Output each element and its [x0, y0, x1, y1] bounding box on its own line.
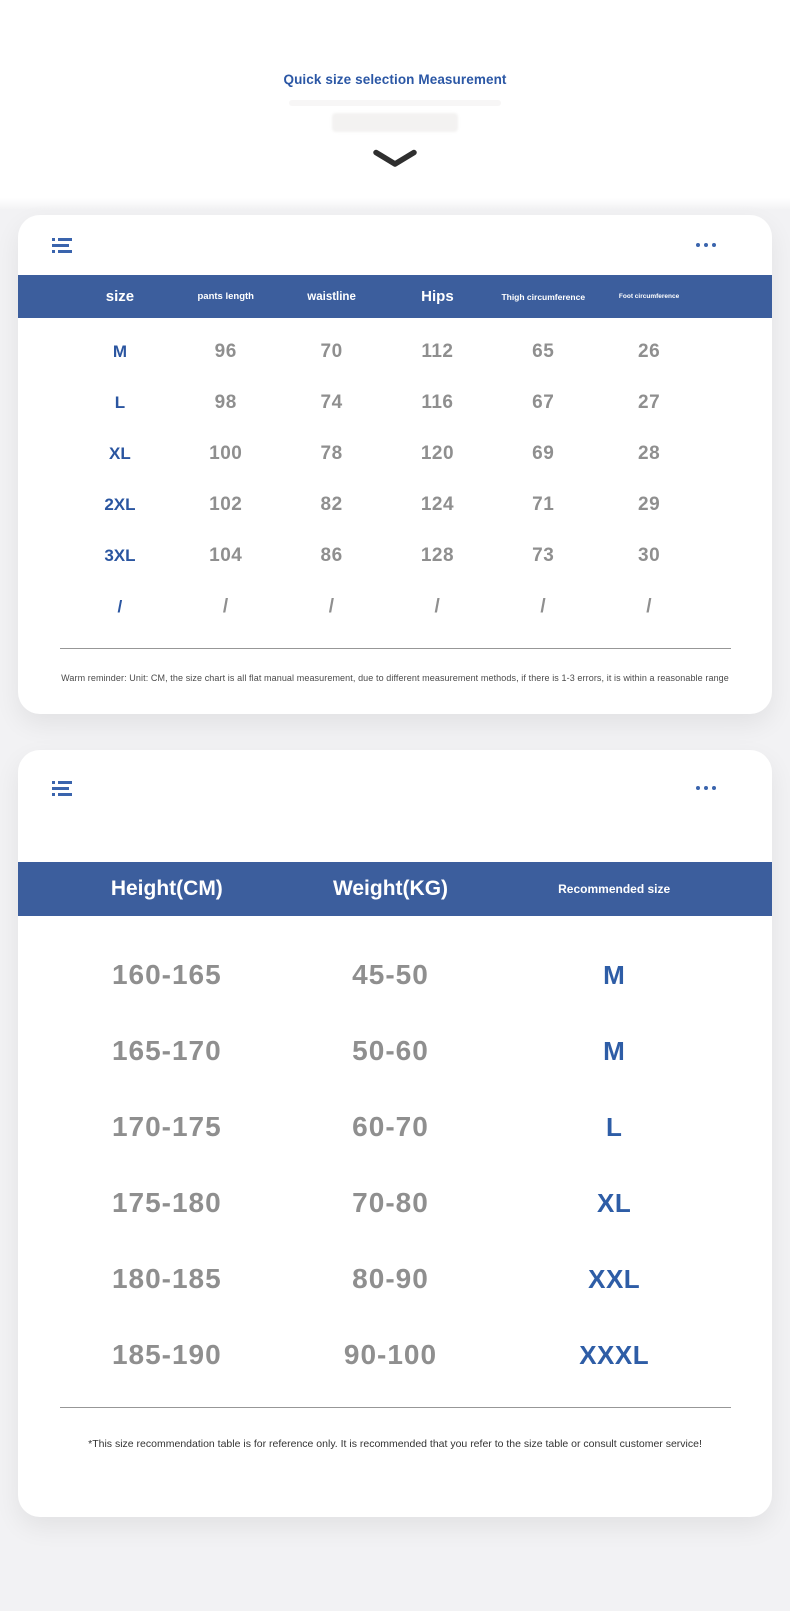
value-cell: / — [328, 595, 335, 617]
table-row — [18, 530, 772, 581]
weight-cell: 60-70 — [352, 1111, 429, 1142]
value-cell: / — [540, 595, 547, 617]
table-row — [18, 1013, 772, 1089]
value-cell: / — [434, 595, 441, 617]
list-icon[interactable] — [52, 781, 72, 796]
value-cell: 124 — [420, 493, 455, 515]
value-cell: 30 — [638, 544, 661, 566]
value-cell: 116 — [421, 391, 454, 413]
ellipsis-icon[interactable] — [696, 243, 716, 247]
value-cell: / — [222, 595, 229, 617]
value-cell: 74 — [320, 391, 343, 413]
recommended-size-cell: L — [605, 1111, 623, 1142]
height-cell: 185-190 — [111, 1339, 222, 1370]
height-cell: 175-180 — [111, 1187, 222, 1218]
value-cell: 71 — [532, 493, 555, 515]
recommended-size-cell: M — [603, 1035, 626, 1066]
value-cell: 65 — [532, 340, 555, 362]
size-table-header — [18, 275, 772, 318]
value-cell: 82 — [320, 493, 343, 515]
column-header-weight: Weight(KG) — [332, 877, 449, 900]
faded-watermark — [0, 100, 790, 132]
table-row — [18, 581, 772, 632]
table-row — [18, 479, 772, 530]
table-row — [18, 377, 772, 428]
divider — [60, 648, 731, 649]
recommended-size-cell: M — [603, 959, 626, 990]
recommended-size-cell: XXXL — [579, 1339, 650, 1370]
recommendation-note: *This size recommendation table is for reference only. It is recommended that you refer to the size table or consult customer service! — [88, 1438, 702, 1450]
column-header-recommended-size: Recommended size — [558, 882, 671, 896]
size-cell: / — [117, 596, 123, 616]
table-row — [18, 937, 772, 1013]
height-cell: 170-175 — [111, 1111, 222, 1142]
watermark-blob — [332, 113, 458, 132]
table-row — [18, 428, 772, 479]
value-cell: 86 — [320, 544, 343, 566]
value-cell: 27 — [638, 391, 661, 413]
watermark-line — [289, 100, 501, 106]
size-cell: 2XL — [104, 494, 136, 514]
value-cell: 104 — [209, 544, 243, 566]
value-cell: 96 — [214, 340, 237, 362]
column-header-hips: Hips — [421, 288, 454, 305]
value-cell: 28 — [638, 442, 661, 464]
column-header-thigh: Thigh circumference — [501, 291, 586, 302]
size-table-card — [18, 215, 772, 714]
size-table-body — [18, 326, 772, 632]
column-header-waistline: waistline — [307, 290, 356, 303]
column-header-size: size — [105, 288, 135, 305]
weight-cell: 90-100 — [343, 1339, 438, 1370]
recommended-size-cell: XL — [597, 1187, 632, 1218]
size-cell: 3XL — [104, 545, 136, 565]
table-row — [18, 1241, 772, 1317]
weight-cell: 45-50 — [352, 959, 429, 990]
card-toolbar — [18, 750, 772, 800]
card-toolbar — [18, 215, 772, 257]
recommendation-table-card — [18, 750, 772, 1517]
column-header-pants-length: pants length — [197, 291, 254, 302]
value-cell: 70 — [320, 340, 343, 362]
chevron-down-icon[interactable] — [372, 149, 418, 173]
column-header-height: Height(CM) — [110, 877, 223, 900]
divider — [60, 1407, 731, 1408]
recommended-size-cell: XXL — [588, 1263, 641, 1294]
table-row — [18, 326, 772, 377]
ellipsis-icon[interactable] — [696, 786, 716, 790]
value-cell: 120 — [420, 442, 455, 464]
value-cell: 98 — [214, 391, 237, 413]
table-row — [18, 1165, 772, 1241]
recommendation-table-body — [18, 937, 772, 1393]
weight-cell: 80-90 — [352, 1263, 429, 1294]
height-cell: 160-165 — [111, 959, 222, 990]
size-cell: M — [112, 341, 127, 361]
weight-cell: 50-60 — [352, 1035, 429, 1066]
value-cell: 112 — [421, 340, 454, 362]
size-cell: L — [114, 392, 126, 412]
height-cell: 165-170 — [111, 1035, 222, 1066]
value-cell: 73 — [532, 544, 555, 566]
value-cell: 26 — [638, 340, 661, 362]
recommendation-table-header — [18, 862, 772, 916]
page-title: Quick size selection Measurement — [283, 72, 507, 87]
height-cell: 180-185 — [111, 1263, 222, 1294]
value-cell: 100 — [209, 442, 243, 464]
table-row — [18, 1317, 772, 1393]
value-cell: / — [646, 595, 652, 617]
value-cell: 69 — [532, 442, 555, 464]
size-table-note: Warm reminder: Unit: CM, the size chart is all flat manual measurement, due to different measurement methods, if there is 1-3 errors, it is within a reasonable range — [61, 673, 729, 683]
size-cell: XL — [109, 443, 131, 463]
table-row — [18, 1089, 772, 1165]
value-cell: 102 — [209, 493, 243, 515]
value-cell: 67 — [532, 391, 555, 413]
value-cell: 29 — [638, 493, 661, 515]
top-section — [0, 0, 790, 215]
weight-cell: 70-80 — [352, 1187, 429, 1218]
column-header-foot: Foot circumference — [618, 293, 680, 300]
list-icon[interactable] — [52, 238, 72, 253]
value-cell: 128 — [420, 544, 455, 566]
value-cell: 78 — [320, 442, 343, 464]
